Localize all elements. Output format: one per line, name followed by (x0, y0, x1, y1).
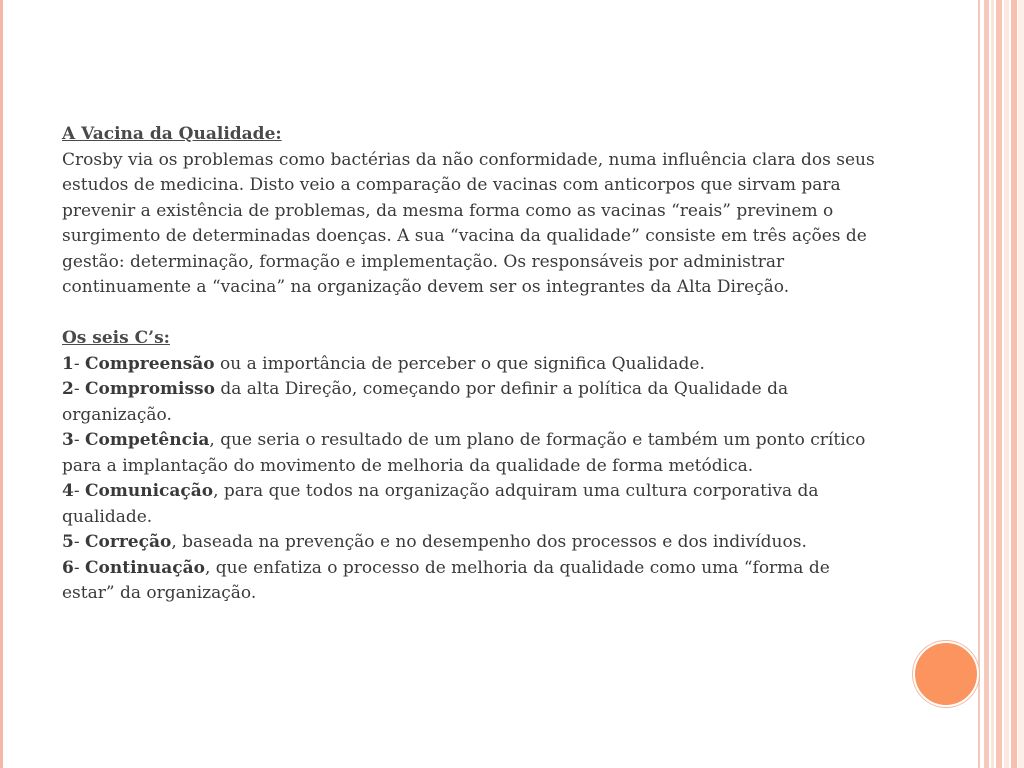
item-term: Comunicação (85, 481, 214, 501)
list-item (62, 556, 882, 607)
item-text: , que enfatiza o processo de melhoria da qualidade como uma “forma de estar” da organização. (62, 557, 830, 603)
item-text: , para que todos na organização adquiram uma cultura corporativa da qualidade. (62, 481, 819, 527)
item-term: Correção (85, 532, 172, 552)
item-term: Continuação (85, 557, 205, 578)
item-number: 2 (62, 379, 74, 399)
decorative-stripe (996, 0, 1002, 768)
decorative-stripe (1004, 0, 1009, 768)
item-number: 5 (62, 532, 74, 552)
item-separator: - (73, 481, 85, 501)
item-term: Compreensão (85, 353, 215, 374)
item-text: , baseada na prevenção e no desempenho dos processos e dos indivíduos. (171, 532, 807, 552)
slide-content (62, 122, 882, 607)
section-body-vacina: Crosby via os problemas como bactérias da não conformidade, numa influência clara dos seus estudos de medicina. Disto veio a comparação de vacinas com anticorpos que sirvam para prevenir a existência de problemas, da mesma forma como as vacinas “reais” previnem o surgimento de determinadas doenças. A sua “vacina da qualidade” consiste em três ações de gestão: determinação, formação e implementação. Os responsáveis por administrar continuamente a “vacina” na organização devem ser os integrantes da Alta Direção. (62, 149, 875, 297)
list-item (62, 352, 882, 378)
left-decorative-border (0, 0, 3, 768)
list-item (62, 530, 882, 556)
item-number: 3 (62, 430, 74, 450)
section-title-seis-cs: Os seis C’s: (62, 328, 170, 348)
item-term: Competência (85, 430, 210, 450)
item-number: 6 (62, 557, 74, 578)
item-separator: - (73, 532, 85, 552)
item-separator: - (73, 353, 85, 374)
item-separator: - (73, 430, 85, 450)
section-title-vacina: A Vacina da Qualidade: (62, 124, 282, 144)
decorative-stripe (1018, 0, 1024, 768)
item-number: 4 (62, 481, 74, 501)
item-text: ou a importância de perceber o que significa Qualidade. (214, 353, 705, 374)
decorative-stripe (991, 0, 994, 768)
decorative-stripe (978, 0, 980, 768)
spacer (62, 301, 882, 327)
item-text: da alta Direção, começando por definir a política da Qualidade da organização. (62, 379, 789, 425)
list-item (62, 428, 882, 479)
item-term: Compromisso (85, 379, 215, 399)
decorative-stripe (1011, 0, 1017, 768)
item-separator: - (73, 557, 85, 578)
decorative-stripe (984, 0, 989, 768)
list-item (62, 479, 882, 530)
item-number: 1 (62, 353, 74, 374)
decorative-orange-circle (913, 641, 979, 707)
list-item (62, 377, 882, 428)
item-text: , que seria o resultado de um plano de formação e também um ponto crítico para a implantação do movimento de melhoria da qualidade de forma metódica. (62, 430, 866, 476)
item-separator: - (73, 379, 85, 399)
